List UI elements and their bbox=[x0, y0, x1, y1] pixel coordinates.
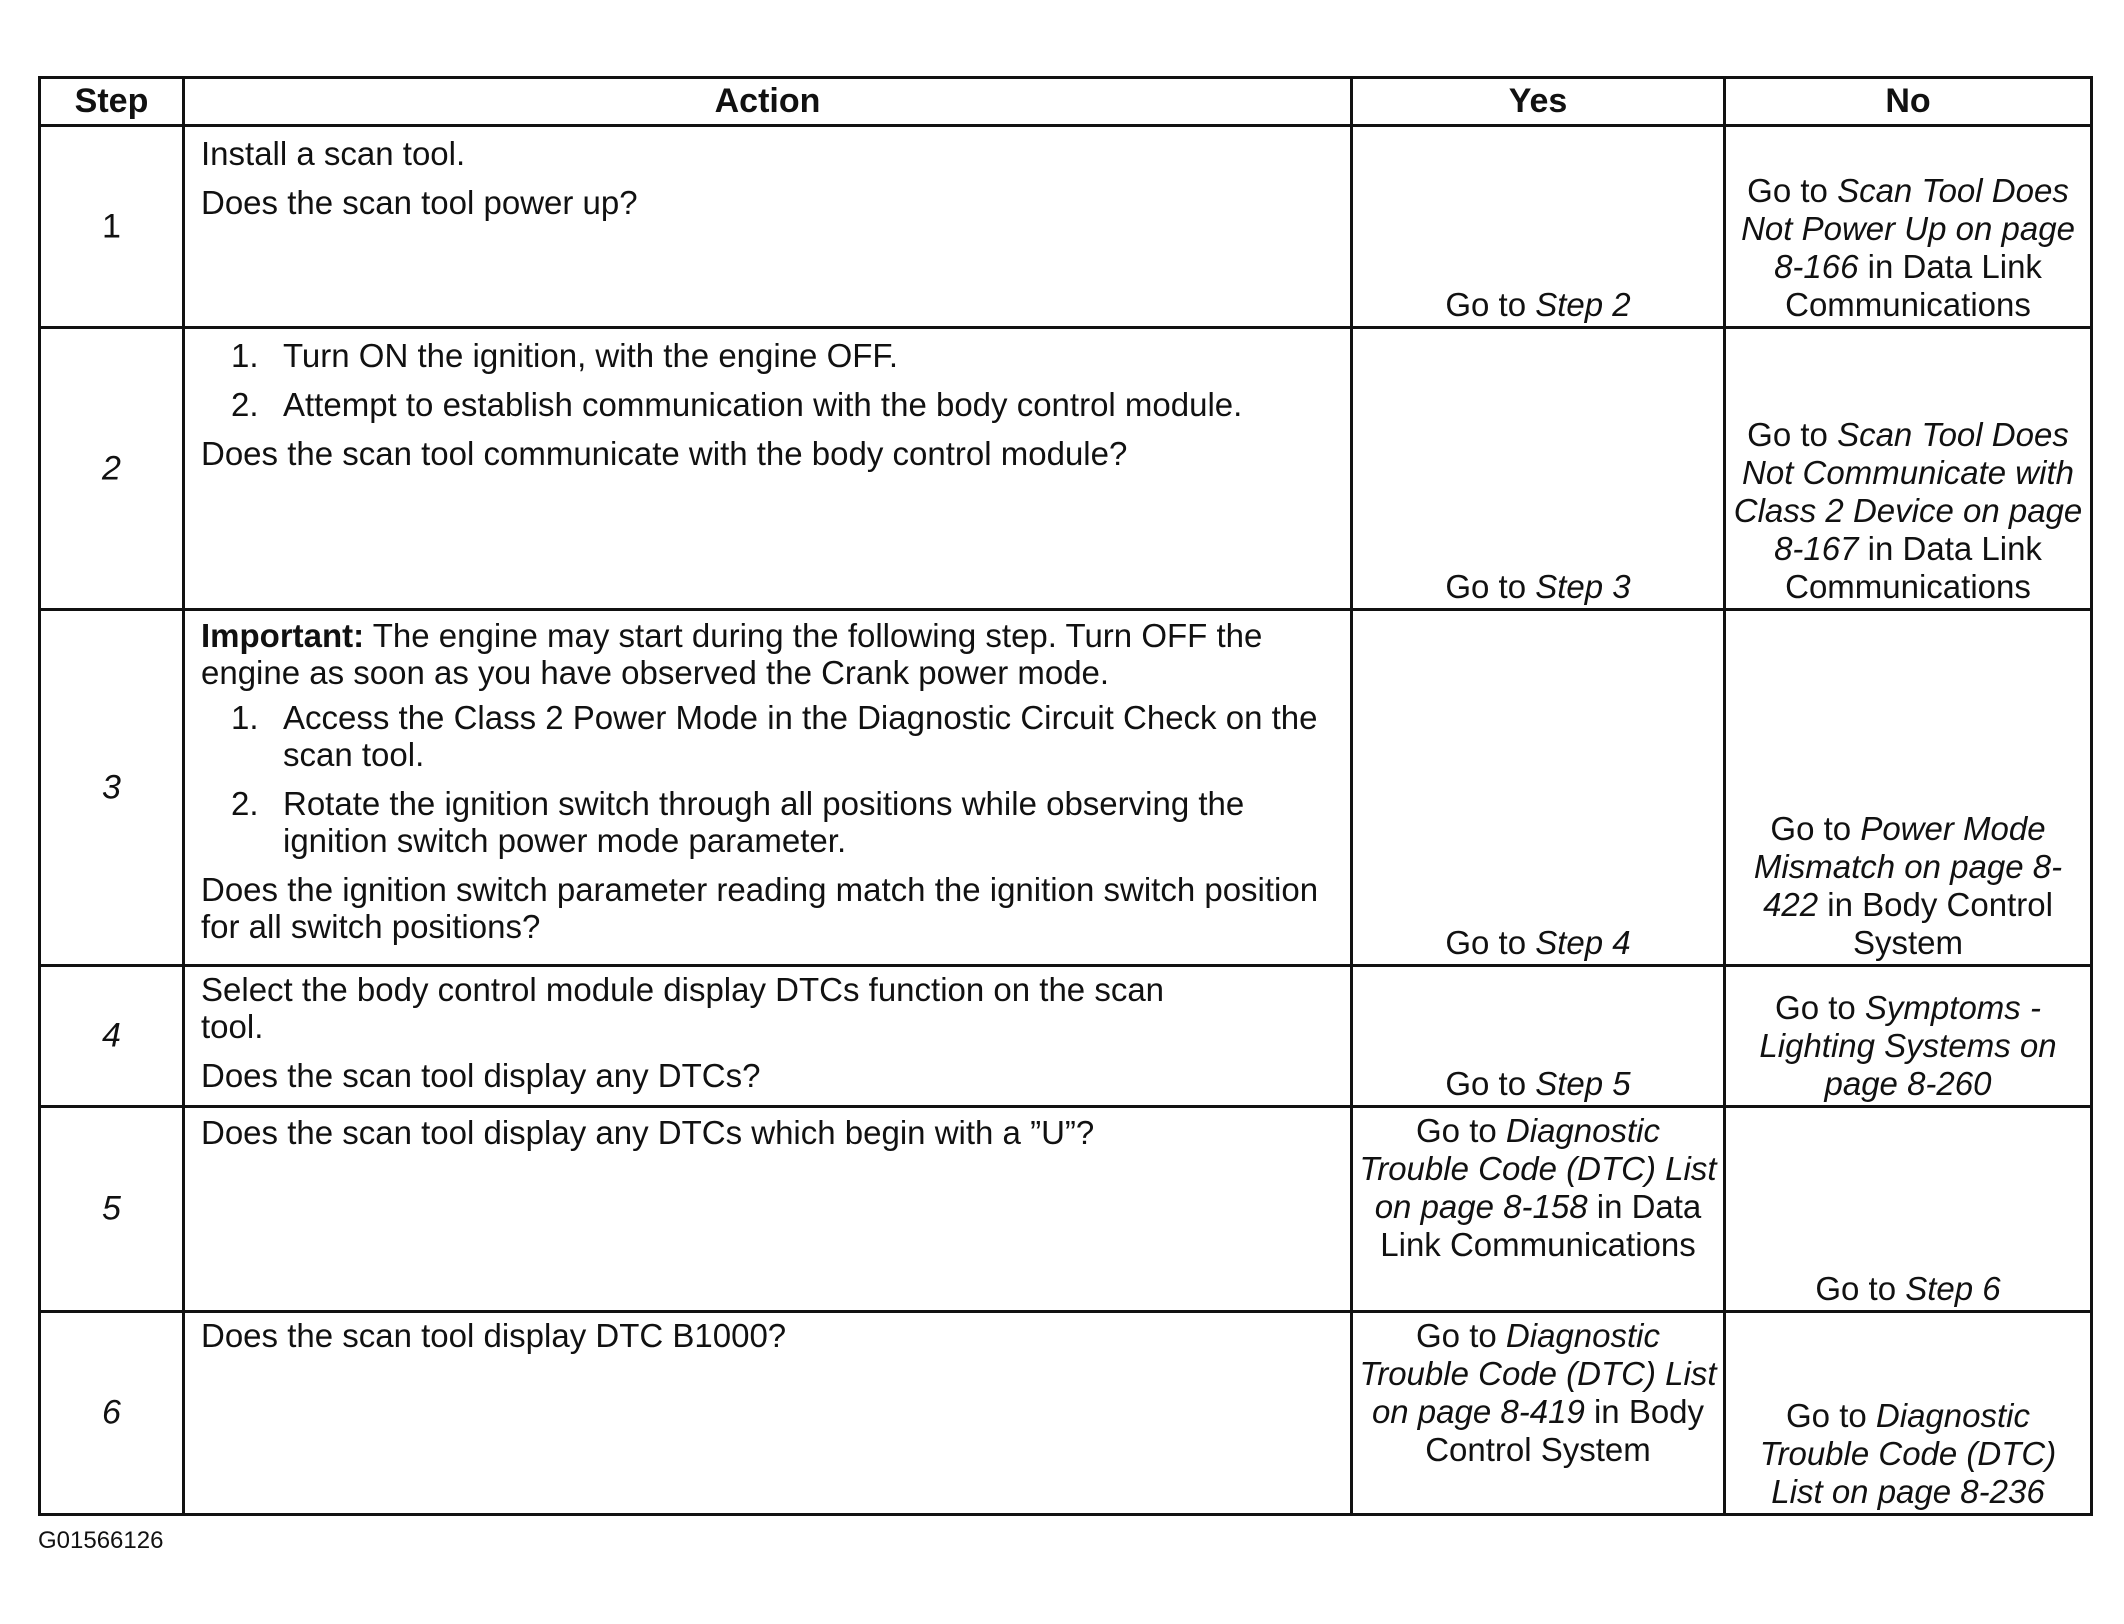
yes-link[interactable]: Diagnostic Trouble Code (DTC) List on page 8-158 bbox=[1359, 1112, 1717, 1225]
no-cell bbox=[1744, 1397, 2072, 1511]
action-text: Install a scan tool. bbox=[201, 135, 466, 172]
figure-id: G01566126 bbox=[38, 1527, 164, 1554]
no-text: Go to bbox=[1786, 1397, 1876, 1434]
yes-text-post: in Data Link Communications bbox=[1380, 1188, 1702, 1263]
step-number: 4 bbox=[102, 1016, 121, 1055]
no-link[interactable]: Symptoms - Lighting Systems on page 8-260 bbox=[1759, 989, 2057, 1102]
yes-link[interactable]: Diagnostic Trouble Code (DTC) List on page 8-419 bbox=[1359, 1317, 1717, 1430]
no-text-post: in Data Link Communications bbox=[1785, 248, 2042, 323]
step-number: 1 bbox=[102, 207, 121, 245]
no-text: Go to bbox=[1770, 810, 1861, 847]
list-item: 1. Turn ON the ignition, with the engine OFF. bbox=[231, 337, 899, 374]
yes-text-post: in Body Control System bbox=[1425, 1393, 1705, 1468]
no-link[interactable]: Power Mode Mismatch on page 8-422 bbox=[1753, 810, 2063, 923]
action-cell bbox=[201, 135, 1332, 233]
action-cell bbox=[201, 1317, 1332, 1366]
yes-text: Go to bbox=[1445, 286, 1536, 323]
yes-cell bbox=[1357, 286, 1719, 324]
no-cell bbox=[1730, 416, 2086, 606]
action-cell bbox=[201, 337, 1332, 484]
no-link[interactable]: Step 6 bbox=[1905, 1270, 2001, 1307]
action-question: Does the scan tool display any DTCs? bbox=[201, 1057, 761, 1094]
action-list bbox=[201, 337, 1332, 423]
table-row bbox=[40, 126, 2092, 328]
table-row bbox=[40, 328, 2092, 610]
no-cell bbox=[1730, 1270, 2086, 1308]
diagnostic-table bbox=[38, 76, 2093, 1516]
header-no: No bbox=[1725, 78, 2092, 126]
yes-text: Go to bbox=[1416, 1317, 1506, 1354]
action-list bbox=[201, 699, 1332, 859]
yes-link[interactable]: Step 2 bbox=[1535, 286, 1631, 323]
action-question: Does the scan tool communicate with the body control module? bbox=[201, 435, 1128, 472]
no-text: Go to bbox=[1815, 1270, 1906, 1307]
action-question: Does the scan tool display DTC B1000? bbox=[201, 1317, 787, 1354]
no-text: Go to bbox=[1747, 416, 1838, 453]
yes-link[interactable]: Step 5 bbox=[1535, 1065, 1631, 1102]
no-link[interactable]: Scan Tool Does Not Power Up on page 8-166 bbox=[1741, 172, 2075, 285]
header-row bbox=[40, 78, 2092, 126]
no-cell bbox=[1730, 172, 2086, 324]
table-row bbox=[40, 610, 2092, 966]
action-question: Does the scan tool power up? bbox=[201, 184, 638, 221]
no-link[interactable]: Scan Tool Does Not Communicate with Class 2 Device on page 8-167 bbox=[1733, 416, 2083, 567]
action-text: Select the body control module display DTCs function on the scan tool. bbox=[201, 971, 1165, 1045]
list-item: 2. Attempt to establish communication with the body control module. bbox=[231, 386, 1243, 423]
table-row bbox=[40, 966, 2092, 1107]
table-row bbox=[40, 1312, 2092, 1515]
important-text: The engine may start during the following step. Turn OFF the engine as soon as you have observed the Crank power mode. bbox=[201, 617, 1263, 691]
step-number: 3 bbox=[102, 768, 121, 806]
step-number: 5 bbox=[102, 1189, 121, 1228]
list-item: 1. Access the Class 2 Power Mode in the Diagnostic Circuit Check on the scan tool. bbox=[231, 699, 1318, 773]
yes-cell bbox=[1357, 1065, 1719, 1103]
action-question: Does the scan tool display any DTCs which begin with a ”U”? bbox=[201, 1114, 1095, 1151]
header-step: Step bbox=[40, 78, 184, 126]
no-text-post: in Data Link Communications bbox=[1785, 530, 2042, 605]
no-text: Go to bbox=[1775, 989, 1865, 1026]
yes-cell bbox=[1357, 924, 1719, 962]
yes-link[interactable]: Step 4 bbox=[1535, 924, 1631, 961]
action-cell bbox=[201, 617, 1332, 957]
header-action: Action bbox=[184, 78, 1352, 126]
yes-text: Go to bbox=[1445, 924, 1536, 961]
step-number: 2 bbox=[102, 449, 121, 487]
action-cell bbox=[201, 1114, 1332, 1163]
important-note bbox=[201, 617, 1332, 691]
yes-text: Go to bbox=[1416, 1112, 1506, 1149]
yes-text: Go to bbox=[1445, 1065, 1536, 1102]
yes-cell bbox=[1357, 1112, 1719, 1264]
no-link[interactable]: Diagnostic Trouble Code (DTC) List on page 8-236 bbox=[1759, 1397, 2057, 1510]
header-yes: Yes bbox=[1352, 78, 1725, 126]
yes-cell bbox=[1357, 568, 1719, 606]
no-text: Go to bbox=[1747, 172, 1838, 209]
no-cell bbox=[1730, 989, 2086, 1103]
list-item: 2. Rotate the ignition switch through all positions while observing the ignition switch power mode parameter. bbox=[231, 785, 1245, 859]
yes-text: Go to bbox=[1445, 568, 1536, 605]
no-cell bbox=[1730, 810, 2086, 962]
action-cell bbox=[201, 971, 1230, 1106]
table-row bbox=[40, 1107, 2092, 1312]
yes-cell bbox=[1357, 1317, 1719, 1469]
important-label: Important: bbox=[201, 617, 365, 654]
yes-link[interactable]: Step 3 bbox=[1535, 568, 1631, 605]
step-number: 6 bbox=[102, 1393, 121, 1432]
action-question: Does the ignition switch parameter reading match the ignition switch position for all switch positions? bbox=[201, 871, 1319, 945]
no-text-post: in Body Control System bbox=[1818, 886, 2053, 961]
